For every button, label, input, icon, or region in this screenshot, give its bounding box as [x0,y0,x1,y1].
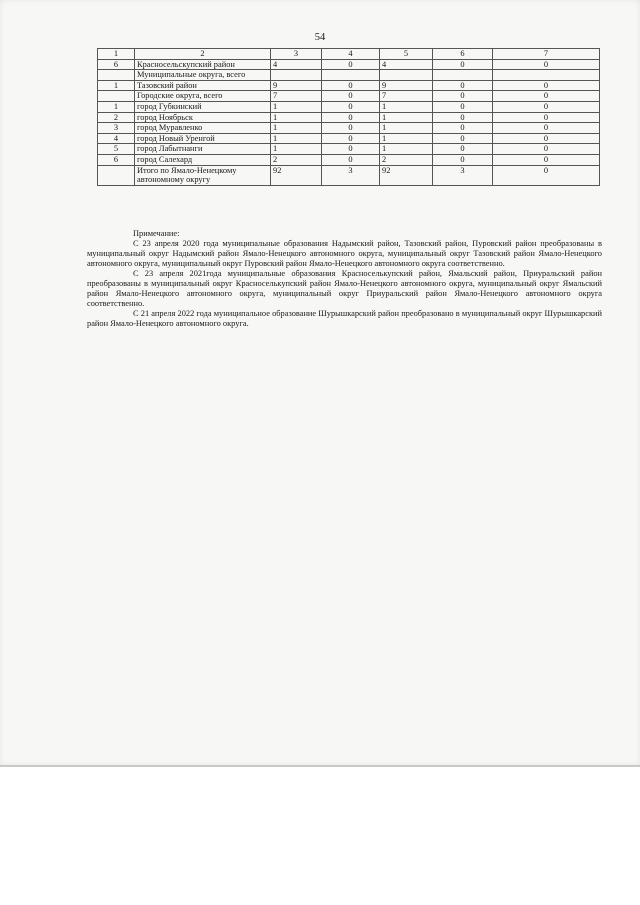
table-cell [98,70,135,81]
table-cell: 1 [98,80,135,91]
table-row [98,91,600,102]
table-cell [98,91,135,102]
table-cell: 92 [271,165,322,185]
table-cell: 0 [433,133,493,144]
table-cell [493,70,600,81]
table-cell: 0 [433,112,493,123]
table-cell: 2 [271,154,322,165]
table-cell: 1 [271,133,322,144]
table-cell: 4 [380,59,433,70]
territory-name-cell: город Лабытнанги [135,144,271,155]
territory-name-cell: город Новый Уренгой [135,133,271,144]
table-cell: 1 [271,144,322,155]
table-cell: 0 [322,123,380,134]
table-cell: 0 [322,154,380,165]
table-row [98,80,600,91]
territory-name-cell: город Муравленко [135,123,271,134]
table-cell: 7 [380,91,433,102]
note-paragraph: С 23 апреля 2020 года муниципальные образования Надымский район, Тазовский район, Пуровский район преобразованы в муниципальный округ Надымский район Ямало-Ненецкого автономного округа, муниципальный округ Тазовский район Ямало-Ненецкого автономного округа, муниципальный округ Пуровский район Ямало-Ненецкого автономного округа соответственно. [87,239,602,268]
table-cell: 6 [98,154,135,165]
table-cell: 0 [493,59,600,70]
table-cell: 1 [380,144,433,155]
table-cell: 0 [493,133,600,144]
table-cell: 1 [98,101,135,112]
table-cell [322,70,380,81]
table-cell: 92 [380,165,433,185]
notes-section [87,229,602,329]
table-cell: 0 [433,101,493,112]
note-paragraph: С 23 апреля 2021года муниципальные образования Красноселькупский район, Ямальский район, Приуральский район преобразованы в муниципальный округ Красноселькупский район Ямало-Ненецкого автономного округа, муниципальный округ Ямальский район Ямало-Ненецкого автономного округа, муниципальный округ Приуральский район Ямало-Ненецкого автономного округа соответственно. [87,269,602,308]
table-cell: 0 [322,112,380,123]
table-cell: 1 [271,101,322,112]
table-row [98,59,600,70]
column-header: 3 [271,49,322,60]
column-header: 1 [98,49,135,60]
table-cell: 3 [98,123,135,134]
column-header: 6 [433,49,493,60]
table-cell: 0 [322,91,380,102]
note-paragraph: С 21 апреля 2022 года муниципальное образование Шурышкарский район преобразовано в муниципальный округ Шурышкарский район Ямало-Ненецкого автономного округа. [87,309,602,328]
table-cell: 1 [380,112,433,123]
table-cell: 0 [322,80,380,91]
table-row [98,165,600,185]
column-header: 5 [380,49,433,60]
table-row [98,101,600,112]
table-cell [271,70,322,81]
table-cell: 0 [493,154,600,165]
table-cell: 9 [380,80,433,91]
notes-title: Примечание: [133,229,180,238]
table-cell: 0 [433,80,493,91]
territory-name-cell: Муниципальные округа, всего [135,70,271,81]
column-header: 4 [322,49,380,60]
table-cell: 0 [322,144,380,155]
column-header: 2 [135,49,271,60]
table-cell: 0 [433,91,493,102]
table-cell: 4 [98,133,135,144]
table-cell: 0 [322,101,380,112]
table-cell: 0 [322,59,380,70]
table-row [98,144,600,155]
table-cell: 0 [493,112,600,123]
table-cell: 0 [433,123,493,134]
table-cell [380,70,433,81]
table-cell: 0 [493,80,600,91]
table-cell: 7 [271,91,322,102]
table-header-row [98,49,600,60]
table-cell: 1 [271,112,322,123]
table-cell: 0 [493,91,600,102]
page-number: 54 [314,32,326,43]
table-cell: 6 [98,59,135,70]
table-cell: 3 [322,165,380,185]
table-cell: 0 [322,133,380,144]
territory-name-cell: Тазовский район [135,80,271,91]
territory-name-cell: город Салехард [135,154,271,165]
territory-name-cell: Красносельскупский район [135,59,271,70]
territory-name-cell: Городские округа, всего [135,91,271,102]
table-cell [98,165,135,185]
territory-name-cell: город Губкинский [135,101,271,112]
table-row [98,154,600,165]
table-cell: 0 [493,165,600,185]
column-header: 7 [493,49,600,60]
table-cell: 0 [493,144,600,155]
territory-name-cell: Итого по Ямало-Ненецкому автономному округу [135,165,271,185]
table-cell: 0 [493,123,600,134]
table-cell: 0 [433,59,493,70]
table-cell: 0 [433,154,493,165]
statistics-table [97,48,600,186]
table-row [98,123,600,134]
table-cell: 0 [493,101,600,112]
table-cell: 3 [433,165,493,185]
territory-name-cell: город Ноябрьск [135,112,271,123]
table-row [98,70,600,81]
table-cell: 2 [380,154,433,165]
table-cell: 1 [380,133,433,144]
table-cell: 0 [433,144,493,155]
table-cell: 1 [380,123,433,134]
table-row [98,133,600,144]
table-cell: 4 [271,59,322,70]
table-cell [433,70,493,81]
table-cell: 2 [98,112,135,123]
table-row [98,112,600,123]
table-cell: 9 [271,80,322,91]
table-cell: 1 [271,123,322,134]
table-cell: 1 [380,101,433,112]
table-cell: 5 [98,144,135,155]
